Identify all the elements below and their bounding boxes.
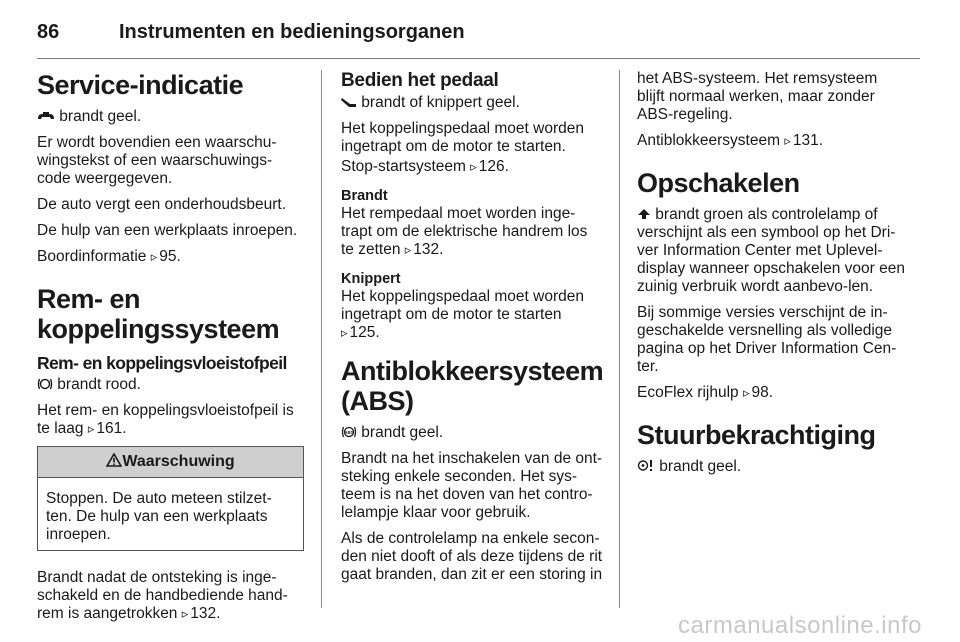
service-status: brandt geel. <box>37 108 304 126</box>
service-paragraph: De auto vergt een onderhoudsbeurt. <box>37 196 287 213</box>
brandt-paragraph: Het rempedaal moet worden inge-trapt om de elektrische handrem los te zetten ▹ 132. <box>341 205 588 258</box>
column-1 <box>37 70 304 631</box>
column-divider <box>619 70 620 608</box>
page-header <box>37 14 920 50</box>
watermark: carmanualsonline.info <box>678 612 922 639</box>
page-number: 86 <box>37 20 60 43</box>
upshift-arrow-icon <box>637 208 651 220</box>
reference-arrow-icon: ▹ <box>181 606 189 621</box>
abs-continued: het ABS-systeem. Het remsysteem blijft normaal werken, maar zonder ABS-regeling. <box>637 70 878 123</box>
service-paragraph: De hulp van een werkplaats inroepen. <box>37 222 298 239</box>
pedal-reference: Stop-startsysteem ▹ 126. <box>341 158 509 175</box>
brake-circle-icon <box>37 377 53 391</box>
knippert-paragraph: Het koppelingspedaal moet worden ingetrapt om de motor te starten ▹ 125. <box>341 288 584 341</box>
reference-arrow-icon: ▹ <box>742 385 750 400</box>
warning-triangle-icon <box>106 453 122 467</box>
reference-arrow-icon: ▹ <box>150 249 158 264</box>
heading-bedien-pedaal: Bedien het pedaal <box>341 70 499 91</box>
handbrake-paragraph: Brandt nadat de ontsteking is inge-schakeld en de handbediende hand-rem is aangetrokken ▹ 132. <box>37 569 288 622</box>
abs-paragraph: Brandt na het inschakelen van de ont-steking enkele seconden. Het sys-teem is na het doven van het contro-lelampje klaar voor gebruik. <box>341 450 603 521</box>
heading-vloeistofpeil: Rem- en koppelingsvloeistofpeil <box>37 353 287 373</box>
reference-arrow-icon: ▹ <box>341 325 348 340</box>
pedal-paragraph: Het koppelingspedaal moet worden ingetrapt om de motor te starten. <box>341 120 584 155</box>
heading-opschakelen: Opschakelen <box>637 168 800 198</box>
abs-reference: Antiblokkeersysteem ▹ 131. <box>637 132 824 149</box>
upshift-reference: EcoFlex rijhulp ▹ 98. <box>637 384 774 401</box>
service-paragraph: Er wordt bovendien een waarschu-wingstekst of een waarschuwings-code weergegeven. <box>37 134 277 187</box>
warning-header: Waarschuwing <box>38 447 303 478</box>
abs-icon <box>341 425 357 439</box>
abs-paragraph: Als de controlelamp na enkele secon-den niet dooft of als deze tijdens de rit gaat branden, dan zit er een storing in <box>341 530 603 583</box>
svg-text:ABS: ABS <box>344 430 354 435</box>
heading-knippert: Knippert <box>341 271 401 287</box>
abs-status: ABS brandt geel. <box>341 424 604 442</box>
reference-arrow-icon: ▹ <box>404 242 412 257</box>
reference-arrow-icon: ▹ <box>470 159 477 174</box>
reference-arrow-icon: ▹ <box>87 421 95 436</box>
reference-arrow-icon: ▹ <box>784 133 791 148</box>
column-divider <box>321 70 322 608</box>
steering-warning-icon <box>637 459 655 472</box>
pedal-status: brandt of knippert geel. <box>341 94 604 112</box>
page-title: Instrumenten en bedieningsorganen <box>119 20 465 43</box>
brake-fluid-status: brandt rood. <box>37 376 304 394</box>
warning-box <box>37 446 304 551</box>
warning-body: Stoppen. De auto meteen stilzet-ten. De hulp van een werkplaats inroepen. <box>46 490 272 543</box>
brake-fluid-paragraph: Het rem- en koppelingsvloeistofpeil is te laag ▹ 161. <box>37 402 294 437</box>
heading-stuurbekrachtiging: Stuurbekrachtiging <box>637 420 876 450</box>
service-reference: Boordinformatie ▹ 95. <box>37 248 181 265</box>
heading-brandt: Brandt <box>341 188 388 204</box>
column-2 <box>341 70 604 592</box>
steering-status: brandt geel. <box>637 458 905 476</box>
upshift-paragraph: brandt groen als controlelamp of verschijnt als een symbool op het Dri-ver Information Center met Uplevel-display wanneer opschakelen voor een zuinig verbruik wordt aanbevo-len. <box>637 206 905 295</box>
column-3 <box>637 70 905 484</box>
heading-abs: Antiblokkeersysteem (ABS) <box>341 356 604 416</box>
header-rule <box>37 58 920 59</box>
upshift-paragraph: Bij sommige versies verschijnt de in-geschakelde versnelling als volledige pagina op het Driver Information Cen-ter. <box>637 304 897 375</box>
heading-rem-koppeling: Rem- en koppelingssysteem <box>37 284 280 344</box>
heading-service-indicatie: Service-indicatie <box>37 70 244 100</box>
pedal-icon <box>341 96 357 108</box>
wrench-car-icon <box>37 111 55 122</box>
